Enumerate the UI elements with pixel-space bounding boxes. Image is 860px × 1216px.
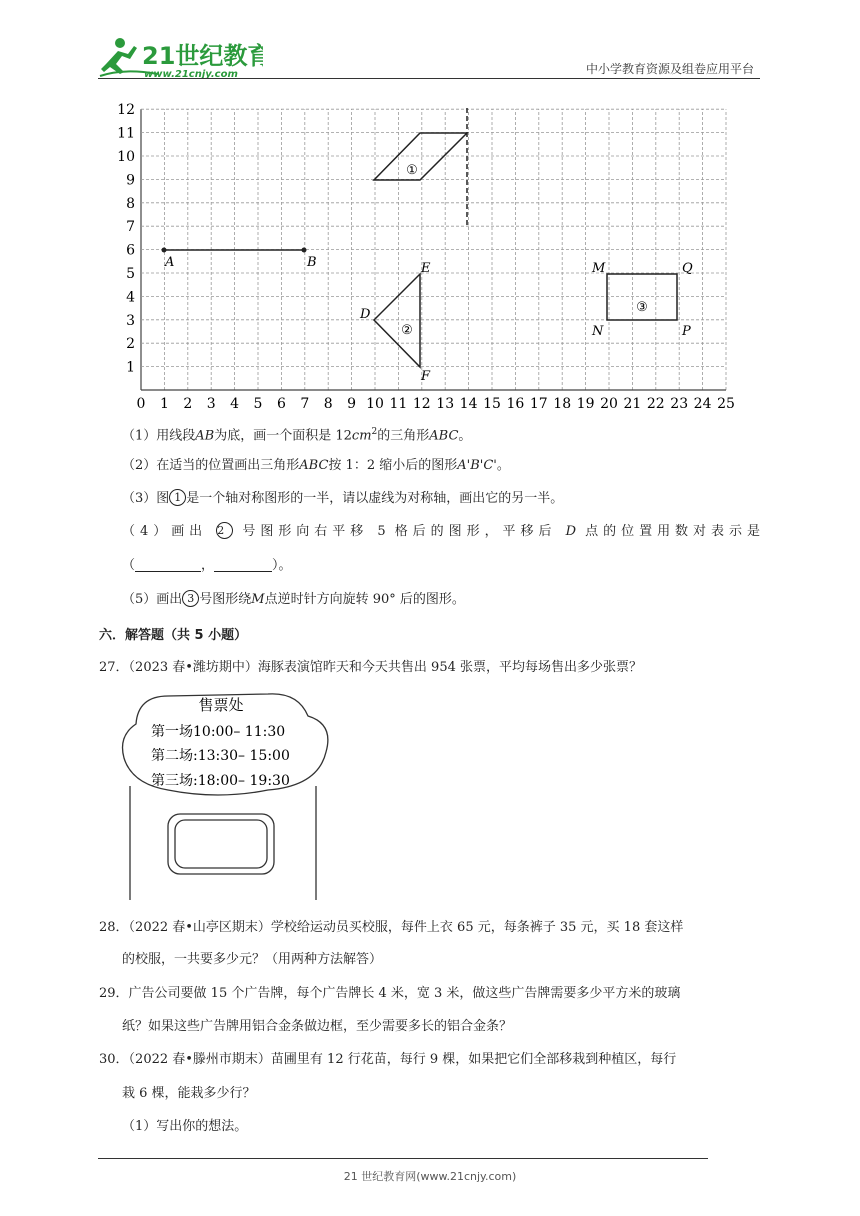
q29-line1: 29．广告公司要做 15 个广告牌，每个广告牌长 4 米，宽 3 米，做这些广告牌需要多少平方米的玻璃 xyxy=(99,986,681,1001)
shape-3-label: ③ xyxy=(636,300,648,315)
label-a: A xyxy=(165,255,175,270)
x-tick-label: 16 xyxy=(506,396,525,412)
q28-line1: 28．（2022 春•山亭区期末）学校给运动员买校服，每件上衣 65 元，每条裤子 35 元，买 18 套这样 xyxy=(99,920,684,935)
answer-blank-y[interactable] xyxy=(214,557,272,572)
x-tick-label: 17 xyxy=(529,396,548,412)
q30-sub1: （1）写出你的想法。 xyxy=(122,1119,248,1134)
session-2: 第二场:13:30– 15:00 xyxy=(151,748,290,764)
x-tick-label: 1 xyxy=(159,396,169,412)
session-1: 第一场10:00– 11:30 xyxy=(151,724,286,740)
q30-line1: 30．（2022 春•滕州市期末）苗圃里有 12 行花苗，每行 9 棵，如果把它们全部移栽到种植区，每行 xyxy=(99,1052,677,1067)
q26-part2: （2）在适当的位置画出三角形ABC按 1：2 缩小后的图形A'B'C'。 xyxy=(122,458,510,473)
x-tick-label: 0 xyxy=(136,396,146,412)
ticket-window-outer xyxy=(168,814,274,874)
q26-part1: （1）用线段AB为底，画一个面积是 $12cm^2$的三角形ABC。 xyxy=(122,427,472,444)
x-tick-label: 23 xyxy=(670,396,689,412)
q26-part5: （5）画出 3 号图形绕M点逆时针方向旋转 90° 后的图形。 xyxy=(122,592,465,607)
header-divider xyxy=(98,78,760,79)
x-tick-label: 19 xyxy=(576,396,595,412)
footer-divider xyxy=(98,1158,708,1159)
x-tick-label: 6 xyxy=(276,396,286,412)
q26-part3: （3）图 1 是一个轴对称图形的一半，请以虚线为对称轴，画出它的另一半。 xyxy=(122,491,564,506)
x-tick-label: 8 xyxy=(323,396,333,412)
x-tick-label: 25 xyxy=(717,396,735,412)
y-axis-tick-labels xyxy=(117,102,135,375)
q30-line2: 栽 6 棵，能栽多少行？ xyxy=(122,1086,256,1101)
x-tick-label: 14 xyxy=(459,396,478,412)
shape-1-label: ① xyxy=(406,163,418,178)
q27-text: 27．（2023 春•潍坊期中）海豚表演馆昨天和今天共售出 954 张票，平均每场售出多少张票？ xyxy=(99,660,643,675)
x-tick-label: 7 xyxy=(300,396,310,412)
x-tick-label: 4 xyxy=(230,396,240,412)
x-tick-label: 22 xyxy=(646,396,665,412)
label-q: Q xyxy=(682,261,693,276)
shape-1-half-parallelogram xyxy=(374,133,467,180)
y-tick-label: 2 xyxy=(126,336,135,353)
label-n: N xyxy=(592,324,604,339)
x-tick-label: 21 xyxy=(623,396,642,412)
y-tick-label: 4 xyxy=(126,289,135,306)
label-b: B xyxy=(307,255,317,270)
x-tick-label: 12 xyxy=(412,396,431,412)
q29-line2: 纸？如果这些广告牌用铝合金条做边框，至少需要多长的铝合金条？ xyxy=(122,1019,513,1034)
ticket-window-inner xyxy=(175,820,267,868)
logo xyxy=(98,34,263,84)
y-tick-label: 12 xyxy=(117,102,135,119)
y-tick-label: 9 xyxy=(126,172,135,189)
label-p: P xyxy=(682,324,691,339)
y-tick-label: 8 xyxy=(126,195,135,212)
circle-number-1: 1 xyxy=(169,489,186,506)
q26-part4: （4）画出 2 号图形向右平移 5 格后的图形，平移后 D 点的位置用数对表示是 xyxy=(122,524,760,539)
shape-2-label: ② xyxy=(401,323,413,338)
footer-text: 21 世纪教育网(www.21cnjy.com) xyxy=(343,1170,517,1183)
circle-number-2: 2 xyxy=(216,522,233,539)
shape-2-triangle xyxy=(374,274,420,367)
circle-number-3: 3 xyxy=(182,590,199,607)
label-d: D xyxy=(360,307,371,322)
x-tick-label: 5 xyxy=(253,396,263,412)
label-m: M xyxy=(592,261,606,276)
y-tick-label: 6 xyxy=(126,242,135,259)
logo-url-text: www.21cnjy.com xyxy=(144,69,238,80)
y-tick-label: 1 xyxy=(126,359,135,376)
x-tick-label: 9 xyxy=(347,396,357,412)
label-f: F xyxy=(421,369,431,384)
x-tick-label: 10 xyxy=(366,396,384,412)
x-tick-label: 11 xyxy=(389,396,408,412)
x-tick-label: 18 xyxy=(553,396,572,412)
x-axis-tick-labels xyxy=(137,396,735,412)
q26-part4-answer: （ ， ）。 xyxy=(122,558,292,573)
coordinate-grid-figure xyxy=(108,98,748,422)
y-tick-label: 11 xyxy=(117,125,135,142)
session-3: 第三场:18:00– 19:30 xyxy=(151,773,290,789)
y-tick-label: 10 xyxy=(117,149,135,165)
x-tick-label: 3 xyxy=(206,396,216,412)
segment-ab xyxy=(162,248,307,253)
y-tick-label: 3 xyxy=(126,312,135,329)
x-tick-label: 24 xyxy=(693,396,712,412)
answer-blank-x[interactable] xyxy=(135,557,201,572)
label-e: E xyxy=(421,261,431,276)
logo-main-text: 21世纪教育 xyxy=(142,42,263,70)
section-6-heading: 六．解答题（共 5 小题） xyxy=(99,628,248,643)
platform-title: 中小学教育资源及组卷应用平台 xyxy=(585,62,754,76)
sign-title: 售票处 xyxy=(198,696,244,714)
x-tick-label: 20 xyxy=(600,396,618,412)
x-tick-label: 2 xyxy=(183,396,193,412)
q28-line2: 的校服，一共要多少元？（用两种方法解答） xyxy=(122,952,383,967)
x-tick-label: 15 xyxy=(483,396,501,412)
y-tick-label: 5 xyxy=(126,266,135,282)
ticket-booth-figure xyxy=(118,688,338,908)
x-tick-label: 13 xyxy=(436,396,455,412)
y-tick-label: 7 xyxy=(126,219,135,236)
